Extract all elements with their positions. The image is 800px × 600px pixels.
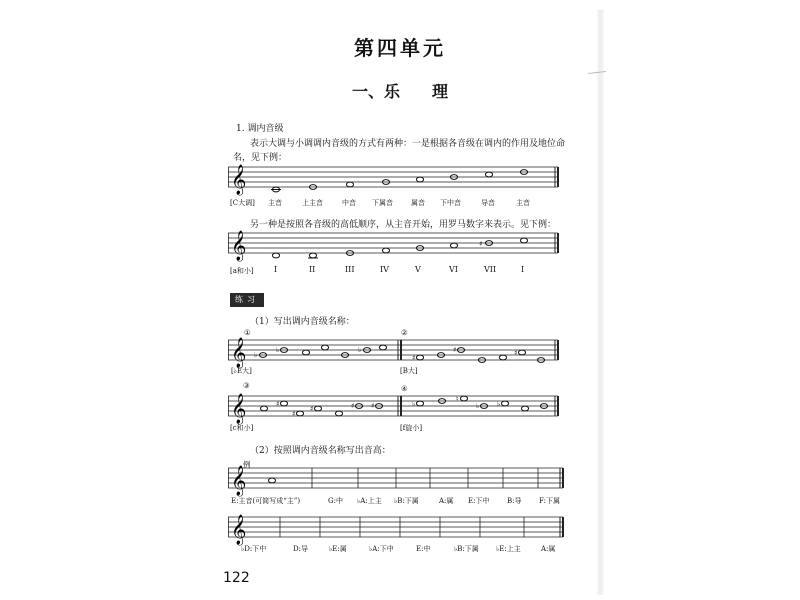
exercise1-title: （1）写出调内音级名称： xyxy=(250,317,355,327)
scale-degree-label: 主音 xyxy=(516,199,530,207)
section-title-left: 一、乐 xyxy=(352,82,401,101)
scale-degree-label: 下属音 xyxy=(372,199,393,207)
roman-numeral: VII xyxy=(484,265,497,274)
example1-key: [C大调] xyxy=(230,199,255,207)
degree-name-label: G:中 xyxy=(328,497,343,505)
intro-line-1: 表示大调与小调调内音级的方式有两种：一是根据各音级在调内的作用及地位命 xyxy=(250,139,566,149)
treble-clef-icon: 𝄞 xyxy=(231,231,247,261)
svg-text:♭: ♭ xyxy=(358,346,362,354)
roman-numeral: I xyxy=(521,265,525,274)
exercise-key: [c和小] xyxy=(230,424,254,432)
roman-numeral: III xyxy=(345,265,355,274)
exercise-key: [f旋小] xyxy=(400,424,423,432)
treble-clef-icon: 𝄞 xyxy=(231,165,247,195)
degree-name-label: A:属 xyxy=(541,545,556,553)
circled-number: ② xyxy=(401,328,408,337)
svg-text:♯: ♯ xyxy=(276,400,280,408)
svg-text:♭: ♭ xyxy=(476,402,480,410)
svg-text:♭: ♭ xyxy=(412,400,416,408)
svg-text:♭: ♭ xyxy=(497,400,501,408)
page-edge-shadow xyxy=(596,10,604,595)
treble-clef-icon: 𝄞 xyxy=(231,515,247,545)
svg-text:♯: ♯ xyxy=(310,405,314,413)
roman-numeral: V xyxy=(415,265,421,274)
svg-text:♯: ♯ xyxy=(412,354,416,362)
degree-name-label: ♭D:下中 xyxy=(241,545,267,553)
page-number: 122 xyxy=(223,570,250,586)
roman-numeral: IV xyxy=(380,265,389,274)
section-title-right: 理 xyxy=(432,82,449,101)
scale-degree-label: 属音 xyxy=(411,199,425,207)
svg-text:♯: ♯ xyxy=(453,346,457,354)
degree-name-label: A:属 xyxy=(439,497,454,505)
intro-line-2: 名，见下例： xyxy=(233,153,288,163)
method-two-text: 另一种是按照各音级的高低顺序，从主音开始，用罗马数字来表示。见下例： xyxy=(250,220,557,230)
scale-degree-label: 下中音 xyxy=(440,199,461,207)
roman-numeral: II xyxy=(309,265,316,274)
degree-name-label: ♭A:下中 xyxy=(369,545,394,553)
scale-degree-label: 导音 xyxy=(481,199,495,207)
svg-text:♯: ♯ xyxy=(371,402,375,410)
treble-clef-icon: 𝄞 xyxy=(231,394,247,424)
exercise1-staff-row2 xyxy=(228,394,563,424)
exercise2-staff-row2 xyxy=(228,515,568,545)
exercise1-staff-row1 xyxy=(228,338,563,368)
roman-numeral: VI xyxy=(449,265,458,274)
svg-text:♯: ♯ xyxy=(514,349,518,357)
degree-name-label: E:中 xyxy=(416,545,431,553)
scale-degree-label: 上主音 xyxy=(302,199,323,207)
svg-text:♯: ♯ xyxy=(292,410,296,418)
degree-name-label: E:下中 xyxy=(468,497,490,505)
degree-name-label: ♭B:下属 xyxy=(394,497,419,505)
degree-name-label: B:导 xyxy=(507,497,522,505)
unit-title: 第四单元 xyxy=(354,36,446,60)
svg-text:♯: ♯ xyxy=(351,402,355,410)
degree-name-label: F:下属 xyxy=(539,497,560,505)
degree-name-label: ♭E:上主 xyxy=(496,545,521,553)
treble-clef-icon: 𝄞 xyxy=(231,338,247,368)
exercise-badge: 练习 xyxy=(230,293,264,307)
scale-degree-label: 中音 xyxy=(342,199,356,207)
example-marker: 例 xyxy=(243,460,251,469)
svg-text:♮: ♮ xyxy=(456,395,459,403)
degree-name-label: ♭E:属 xyxy=(329,545,347,553)
circled-number: ③ xyxy=(243,381,250,390)
exercise-key: [B大] xyxy=(400,367,418,375)
degree-name-label: ♭A:上主 xyxy=(357,497,382,505)
degree-name-label: E:主音(可简写成“主”) xyxy=(231,497,301,505)
treble-clef-icon: 𝄞 xyxy=(231,466,247,496)
scale-degree-label: 主音 xyxy=(268,199,282,207)
exercise2-title: （2）按照调内音级名称写出音高： xyxy=(250,446,391,456)
svg-text:♭: ♭ xyxy=(276,346,280,354)
circled-number: ④ xyxy=(401,384,408,393)
circled-number: ① xyxy=(244,328,251,337)
example2-key: [a和小] xyxy=(230,267,254,275)
exercise-key: [♭E大] xyxy=(231,367,252,375)
example1-staff xyxy=(228,165,563,195)
subsection-heading: 1. 调内音级 xyxy=(236,124,284,134)
example2-staff xyxy=(228,231,563,263)
exercise2-staff-row1 xyxy=(228,466,568,496)
degree-name-label: D:导 xyxy=(293,545,308,553)
svg-text:♭: ♭ xyxy=(254,351,258,359)
sharp-icon: ♯ xyxy=(479,240,483,248)
degree-name-label: ♭B:下属 xyxy=(454,545,479,553)
roman-numeral: I xyxy=(274,265,278,274)
